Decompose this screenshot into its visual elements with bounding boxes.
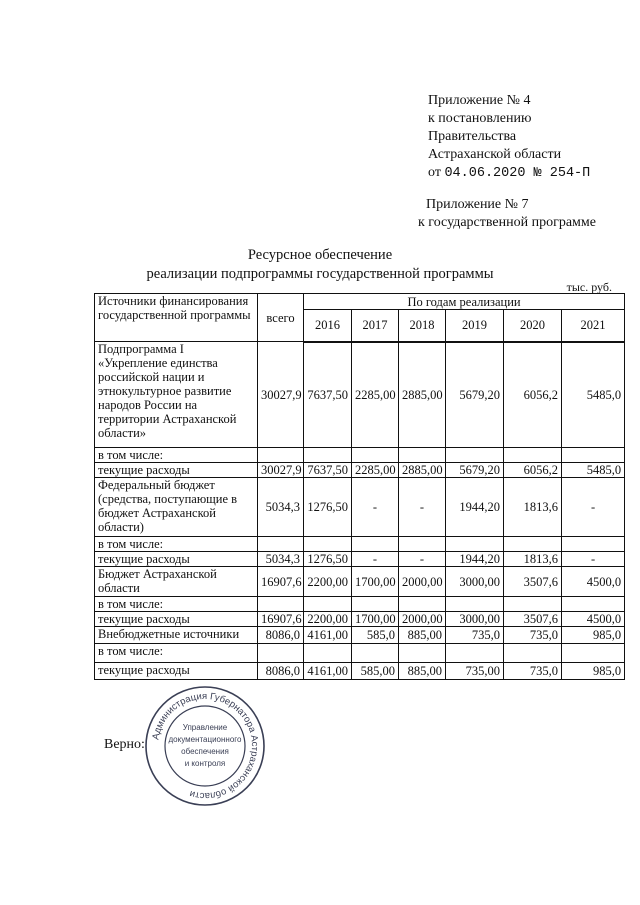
row-value: 735,00 (446, 663, 504, 680)
row-value: - (562, 478, 625, 537)
table-row (95, 644, 625, 663)
row-value: - (399, 478, 446, 537)
table-row (95, 663, 625, 680)
table-row (95, 478, 625, 537)
row-value: 885,00 (399, 627, 446, 644)
table-row (95, 612, 625, 627)
row-label: в том числе: (95, 644, 258, 663)
stamp-inner-ring (165, 706, 245, 786)
row-value: 4161,00 (304, 627, 352, 644)
row-label: текущие расходы (95, 612, 258, 627)
stamp-inner-line: и контроля (184, 759, 226, 768)
appendix-4-header (428, 92, 590, 183)
row-total: 30027,9 (258, 463, 304, 478)
row-value: - (352, 478, 399, 537)
row-value: 5679,20 (446, 463, 504, 478)
row-value: 4500,0 (562, 567, 625, 597)
row-value: 3507,6 (504, 567, 562, 597)
row-value: 1944,20 (446, 552, 504, 567)
row-value: 735,0 (504, 663, 562, 680)
row-value: 2285,00 (352, 342, 399, 448)
table-row (95, 597, 625, 612)
document-title (0, 246, 640, 284)
row-value: 4161,00 (304, 663, 352, 680)
row-value: 1813,6 (504, 552, 562, 567)
row-value: 1276,50 (304, 552, 352, 567)
row-value: 3507,6 (504, 612, 562, 627)
row-value: 2285,00 (352, 463, 399, 478)
row-value: 2885,00 (399, 342, 446, 448)
row-value: 4500,0 (562, 612, 625, 627)
appendix-7-header (418, 196, 596, 232)
row-value: 585,00 (352, 663, 399, 680)
row-total: 8086,0 (258, 663, 304, 680)
verno-label: Верно: (104, 737, 145, 752)
header-year: 2016 (304, 310, 352, 342)
resource-table (94, 293, 625, 680)
row-value: 585,0 (352, 627, 399, 644)
row-value: 7637,50 (304, 342, 352, 448)
row-label: Внебюджетные источники (95, 627, 258, 644)
row-label: в том числе: (95, 597, 258, 612)
table-row (95, 537, 625, 552)
title-line-2: реализации подпрограммы государственной программы (146, 266, 494, 282)
header-line-4: Астраханской области (428, 147, 562, 162)
row-value: 1944,20 (446, 478, 504, 537)
date-prefix: от (428, 165, 441, 180)
appendix-7-line-2: к государственной программе (418, 215, 596, 230)
stamp-inner-line: документационного (168, 735, 242, 744)
row-value: - (399, 552, 446, 567)
table-row (95, 567, 625, 597)
date-value: 04.06.2020 № 254-П (444, 166, 591, 181)
row-total: 5034,3 (258, 552, 304, 567)
header-year: 2020 (504, 310, 562, 342)
row-label: текущие расходы (95, 552, 258, 567)
table-row (95, 448, 625, 463)
row-value: 985,0 (562, 627, 625, 644)
row-value: 2200,00 (304, 567, 352, 597)
header-line-1: Приложение № 4 (428, 93, 531, 108)
row-label: Бюджет Астраханской области (95, 567, 258, 597)
row-label: Федеральный бюджет (средства, поступающие в бюджет Астраханской области) (95, 478, 258, 537)
header-line-2: к постановлению (428, 111, 532, 126)
table-row (95, 627, 625, 644)
stamp-outer-ring (146, 687, 264, 805)
header-line-3: Правительства (428, 129, 517, 144)
row-value: 2200,00 (304, 612, 352, 627)
row-value: 5485,0 (562, 342, 625, 448)
row-value: 735,0 (504, 627, 562, 644)
appendix-7-line-1: Приложение № 7 (426, 197, 529, 212)
row-value: - (352, 552, 399, 567)
row-value: 6056,2 (504, 342, 562, 448)
row-total: 30027,9 (258, 342, 304, 448)
stamp-ring-text: Администрация Губернатора Астраханской области (150, 690, 261, 802)
table-row (95, 552, 625, 567)
row-total: 5034,3 (258, 478, 304, 537)
row-label: в том числе: (95, 448, 258, 463)
table-row (95, 463, 625, 478)
header-year: 2019 (446, 310, 504, 342)
row-value: 1700,00 (352, 612, 399, 627)
row-value: 1813,6 (504, 478, 562, 537)
row-label: Подпрограмма I «Укрепление единства российской нации и этнокультурное развитие народов России на территории Астраханской области» (95, 342, 258, 448)
header-year: 2017 (352, 310, 399, 342)
row-label: текущие расходы (95, 663, 258, 680)
header-total: всего (258, 294, 304, 342)
row-value: 5679,20 (446, 342, 504, 448)
official-stamp (143, 684, 267, 808)
row-value: 885,00 (399, 663, 446, 680)
stamp-inner-line: Управление (182, 723, 228, 732)
table-row (95, 342, 625, 448)
header-years-group: По годам реализации (304, 294, 625, 310)
header-year: 2021 (562, 310, 625, 342)
row-value: 6056,2 (504, 463, 562, 478)
units-label: тыс. руб. (566, 280, 612, 294)
row-total: 16907,6 (258, 612, 304, 627)
stamp-inner-line: обеспечения (181, 747, 229, 756)
row-value: 985,0 (562, 663, 625, 680)
header-source: Источники финансирования государственной программы (95, 294, 258, 342)
row-value: 2000,00 (399, 567, 446, 597)
row-value: 2885,00 (399, 463, 446, 478)
row-value: 735,0 (446, 627, 504, 644)
row-value: 1700,00 (352, 567, 399, 597)
row-total: 8086,0 (258, 627, 304, 644)
title-line-1: Ресурсное обеспечение (247, 247, 393, 263)
row-value: 3000,00 (446, 567, 504, 597)
row-label: в том числе: (95, 537, 258, 552)
header-year: 2018 (399, 310, 446, 342)
row-value: 5485,0 (562, 463, 625, 478)
row-value: 3000,00 (446, 612, 504, 627)
row-value: 1276,50 (304, 478, 352, 537)
row-value: - (562, 552, 625, 567)
row-total: 16907,6 (258, 567, 304, 597)
row-value: 7637,50 (304, 463, 352, 478)
row-label: текущие расходы (95, 463, 258, 478)
row-value: 2000,00 (399, 612, 446, 627)
header-date-line (428, 164, 590, 183)
